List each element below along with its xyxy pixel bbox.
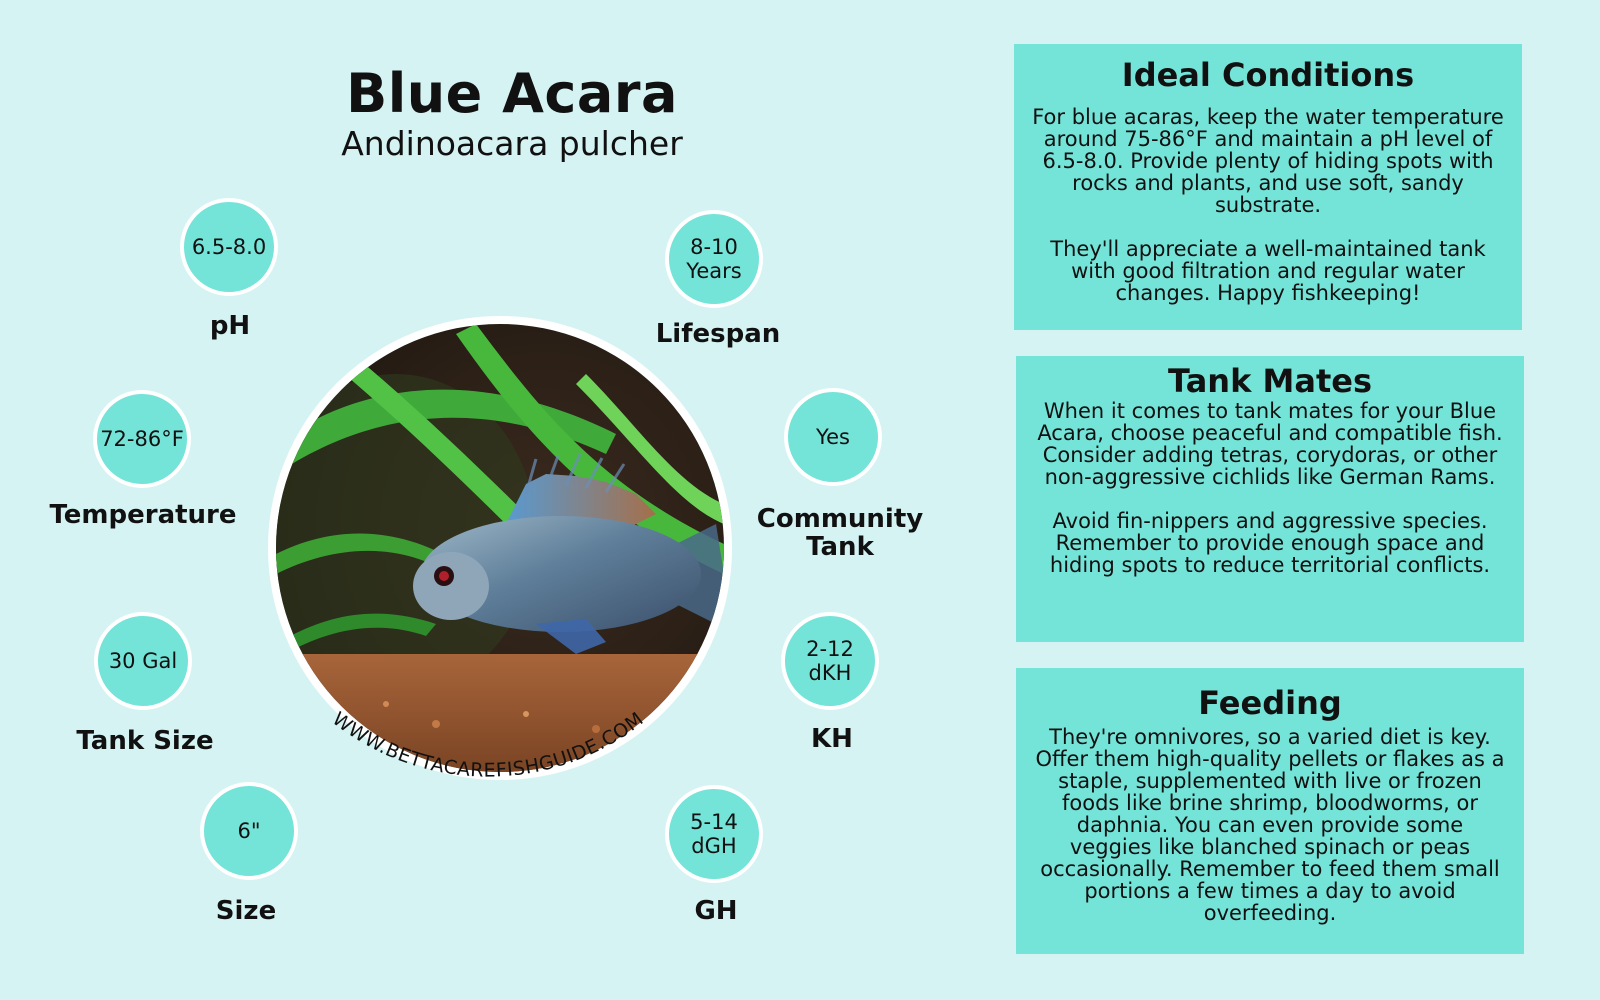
lifespan-value-line2: Years [686,259,742,283]
tank-mates-panel [1016,356,1524,642]
kh-value-circle [781,612,879,710]
feeding-paragraph: They're omnivores, so a varied diet is key. Offer them high-quality pellets or flakes as a staple, supplemented with live or frozen foods like brine shrimp, bloodworms, or daphnia. You can even provide some veggies like blanched spinach or peas occasionally. Remember to feed them small portions a few times a day to avoid overfeeding. [1035,725,1505,925]
lifespan-value-circle [665,210,763,308]
community-label-line1: Community [756,504,924,534]
fish-photo-frame [260,308,732,780]
lifespan-label: Lifespan [655,319,781,349]
ideal-conditions-panel [1014,44,1522,330]
ideal-conditions-paragraph-1: For blue acaras, keep the water temperature around 75-86°F and maintain a pH level of 6.5-8.0. Provide plenty of hiding spots with rocks and plants, and use soft, sandy substrate. [1032,105,1504,217]
temperature-label: Temperature [49,500,237,530]
gh-value-line2: dGH [691,834,737,858]
gh-value-line1: 5-14 [690,810,738,834]
ideal-conditions-title: Ideal Conditions [1121,56,1415,94]
tank-mates-title: Tank Mates [1168,362,1372,400]
scientific-name: Andinoacara pulcher [341,124,683,163]
ph-value-circle [180,198,278,296]
kh-label: KH [811,724,853,754]
watermark-text: WWW.BETTACAREFISHGUIDE.COM [328,707,648,782]
feeding-panel [1016,668,1524,954]
lifespan-value-line1: 8-10 [690,235,738,259]
tank-size-value-circle [94,612,192,710]
page-title: Blue Acara [346,62,678,125]
tank-size-label: Tank Size [76,726,214,756]
community-label-line2: Tank [806,532,874,562]
kh-value-line1: 2-12 [806,637,854,661]
kh-value-line2: dKH [808,661,852,685]
ph-value: 6.5-8.0 [191,235,267,259]
watermark-arc [260,308,732,780]
temperature-value: 72-86°F [100,427,184,451]
tank-mates-paragraph-1: When it comes to tank mates for your Blue Acara, choose peaceful and compatible fish. Consider adding tetras, corydoras, or other non-aggressive cichlids like German Rams. [1037,399,1503,489]
ideal-conditions-paragraph-2: They'll appreciate a well-maintained tank with good filtration and regular water changes. Happy fishkeeping! [1050,237,1486,305]
ph-label: pH [209,311,251,341]
size-label: Size [215,896,277,926]
temperature-value-circle [93,390,191,488]
svg-text:WWW.BETTACAREFISHGUIDE.COM [328,708,648,782]
tank-mates-paragraph-2: Avoid fin-nippers and aggressive species. Remember to provide enough space and hiding spots to reduce territorial conflicts. [1049,509,1491,577]
tank-size-value: 30 Gal [108,649,178,673]
community-label [757,505,923,561]
community-value-circle [784,388,882,486]
gh-value-circle [665,785,763,883]
gh-label: GH [694,896,738,926]
size-value-circle [200,782,298,880]
feeding-title: Feeding [1198,684,1342,722]
community-value: Yes [816,425,850,449]
size-value: 6" [237,819,261,843]
